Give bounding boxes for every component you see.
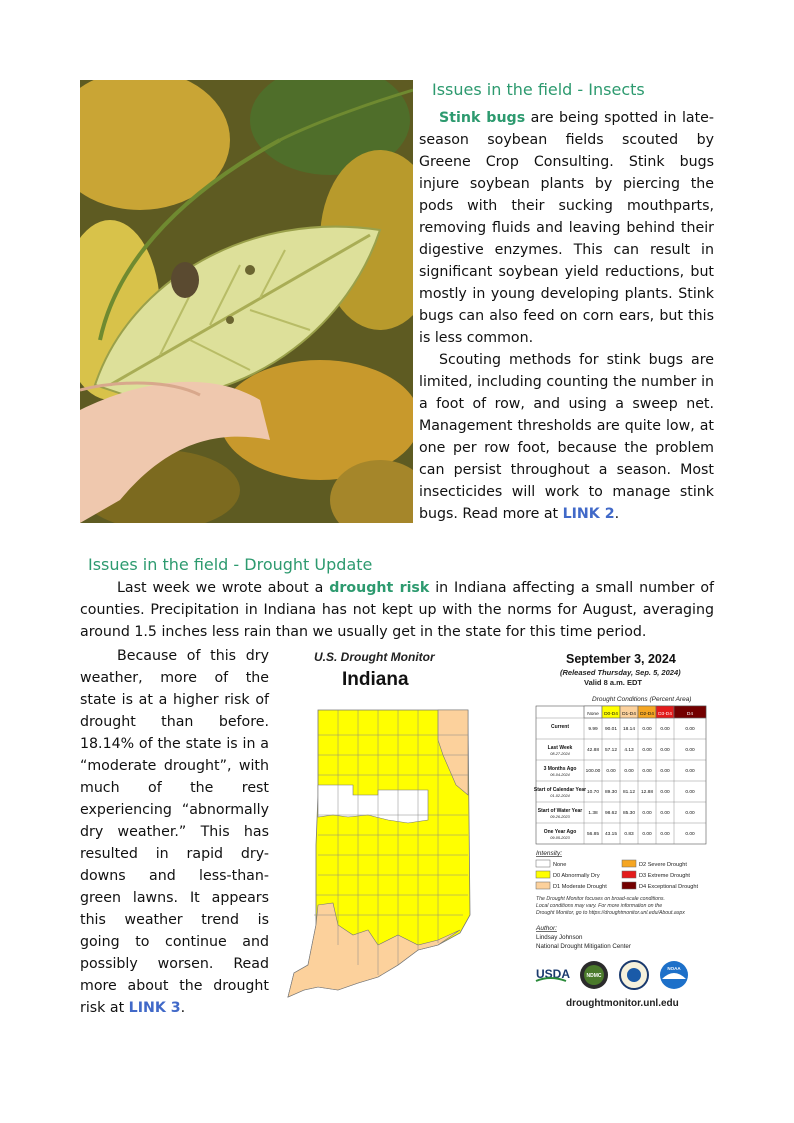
intensity-legend	[536, 860, 699, 890]
table-cell: 0.00	[660, 769, 670, 774]
drought-monitor-map	[278, 645, 718, 1013]
legend-label: D3 Extreme Drought	[639, 873, 690, 879]
author-name: Lindsay Johnson	[536, 934, 583, 941]
map-state: Indiana	[342, 669, 409, 690]
map-valid: Valid 8 a.m. EDT	[584, 678, 642, 687]
note-1: The Drought Monitor focuses on broad-scale conditions.	[536, 896, 665, 902]
svg-text:USDA: USDA	[536, 967, 571, 981]
author-org: National Drought Mitigation Center	[536, 943, 631, 950]
table-cell: 0.00	[685, 832, 695, 837]
table-row-date: 01-02-2024	[550, 794, 570, 798]
intensity-title: Intensity:	[536, 850, 563, 857]
table-cell: 0.00	[685, 727, 695, 732]
stink-bugs-highlight: Stink bugs	[439, 110, 526, 126]
note-2: Local conditions may vary. For more information on the	[536, 903, 663, 909]
table-cell: 0.00	[685, 811, 695, 816]
link-2[interactable]: LINK 2	[562, 506, 615, 522]
usda-logo	[536, 967, 570, 981]
table-row-date: 09-26-2023	[550, 815, 570, 819]
table-row-label: Current	[550, 724, 570, 730]
legend-swatch	[622, 860, 636, 867]
table-cell: 0.83	[624, 832, 634, 837]
website-text: droughtmonitor.unl.edu	[566, 998, 679, 1009]
stink-bug-photo	[80, 80, 413, 523]
note-3: Drought Monitor, go to https://droughtmonitor.unl.edu/About.aspx	[536, 910, 685, 916]
table-row-label: Start of Calendar Year	[533, 787, 587, 793]
table-col-header: None	[587, 712, 599, 717]
insects-paragraph-1-text: are being spotted in late-season soybean fields scouted by Greene Crop Consulting. Stink bugs injure soybean plants by piercing the pods with their sucking mouthparts, removing fluids and leaving behind their digestive enzymes. This can result in significant soybean yield reductions, but mostly in young developing plants. Stink bugs can also feed on corn ears, but this is less common.	[419, 110, 714, 346]
insects-paragraph-2	[419, 349, 714, 525]
legend-swatch	[536, 871, 550, 878]
drought-intro-paragraph	[80, 577, 714, 643]
table-cell: 81.12	[622, 790, 636, 795]
table-cell: 0.00	[642, 769, 652, 774]
table-col-header: D4	[686, 712, 694, 717]
legend-label: D4 Exceptional Drought	[639, 884, 699, 890]
table-cell: 43.15	[604, 832, 618, 837]
drought-intro-text-a: Last week we wrote about a	[117, 580, 330, 596]
table-cell: 98.62	[604, 811, 618, 816]
table-col-header: D1-D4	[622, 712, 636, 717]
table-cell: 0.00	[660, 748, 670, 753]
table-cell: 0.00	[642, 748, 652, 753]
table-cell: 1.38	[588, 811, 598, 816]
legend-swatch	[622, 882, 636, 889]
table-col-header: D2-D4	[640, 712, 654, 717]
noaa-logo	[660, 961, 688, 989]
legend-label: D1 Moderate Drought	[553, 884, 607, 890]
table-cell: 0.00	[660, 727, 670, 732]
table-row-label: Last Week	[547, 745, 573, 751]
table-cell: 0.00	[642, 832, 652, 837]
map-date: September 3, 2024	[566, 652, 676, 666]
insects-paragraph-2-end: .	[614, 506, 620, 522]
table-cell: 0.00	[642, 811, 652, 816]
indiana-map	[288, 710, 470, 997]
table-row-label: 3 Months Ago	[543, 766, 577, 772]
legend-label: D2 Severe Drought	[639, 862, 687, 868]
author-title: Author:	[536, 925, 557, 932]
drought-side-end: .	[180, 1000, 186, 1016]
table-cell: 0.00	[660, 832, 670, 837]
table-col-header: D3-D4	[658, 712, 672, 717]
legend-label: D0 Abnormally Dry	[553, 873, 600, 879]
table-cell: 0.00	[660, 790, 670, 795]
legend-swatch	[536, 882, 550, 889]
table-row-label: Start of Water Year	[537, 808, 583, 814]
soybean-leaf-illustration	[80, 80, 413, 523]
table-cell: 0.00	[642, 727, 652, 732]
svg-text:NDMC: NDMC	[586, 973, 602, 979]
drought-intro-text-b: in Indiana affecting a small number of counties. Precipitation in Indiana has not kept up with the norms for August, averaging around 1.5 inches less rain than we usually get in the state for this time period.	[80, 580, 715, 640]
svg-text:NOAA: NOAA	[667, 966, 681, 971]
table-cell: 9.99	[588, 727, 598, 732]
insects-paragraph-1	[419, 107, 714, 349]
table-cell: 4.13	[624, 748, 634, 753]
table-cell: 0.00	[660, 811, 670, 816]
drought-risk-highlight: drought risk	[329, 580, 430, 596]
table-cell: 57.12	[604, 748, 618, 753]
table-cell: 90.01	[604, 727, 618, 732]
table-cell: 0.00	[685, 790, 695, 795]
table-row-date: 06-04-2024	[550, 773, 570, 777]
insects-paragraph-2-text: Scouting methods for stink bugs are limited, including counting the number in a foot of row, and using a sweep net. Management thresholds are quite low, at one per row foot, because the problem can persist throughout a season. Most insecticides will work to manage stink bugs. Read more at	[419, 352, 714, 522]
map-released: (Released Thursday, Sep. 5, 2024)	[560, 668, 681, 677]
map-title: U.S. Drought Monitor	[314, 650, 435, 664]
table-cell: 89.30	[604, 790, 618, 795]
legend-swatch	[536, 860, 550, 867]
usdc-seal-logo	[620, 961, 648, 989]
table-row-date: 08-27-2024	[550, 752, 570, 756]
table-cell: 10.70	[586, 790, 600, 795]
drought-table	[534, 706, 706, 844]
drought-side-paragraph	[80, 645, 269, 1019]
table-cell: 0.00	[606, 769, 616, 774]
table-cell: 100.00	[585, 769, 601, 774]
link-3[interactable]: LINK 3	[128, 1000, 181, 1016]
table-cell: 85.30	[622, 811, 636, 816]
insects-article	[419, 107, 714, 525]
table-cell: 0.00	[685, 769, 695, 774]
ndmc-logo	[580, 961, 608, 989]
insects-heading: Issues in the field - Insects	[432, 80, 645, 99]
table-cell: 0.00	[624, 769, 634, 774]
table-cell: 18.14	[622, 727, 636, 732]
table-cell: 42.88	[586, 748, 600, 753]
legend-swatch	[622, 871, 636, 878]
drought-side-text: Because of this dry weather, more of the state is at a higher risk of drought than before. 18.14% of the state is in a “moderate drought”, with much of the rest experiencing “abnormally dry weather.” This has resulted in rapid dry-downs and less-than-green lawns. It appears this weather trend is going to continue and possibly worsen. Read more about the drought risk at	[80, 648, 269, 1016]
table-cell: 0.00	[685, 748, 695, 753]
table-row-date: 09-05-2023	[550, 836, 570, 840]
table-title: Drought Conditions (Percent Area)	[592, 696, 692, 703]
table-cell: 12.88	[640, 790, 654, 795]
legend-label: None	[553, 862, 567, 868]
table-col-header: D0-D4	[604, 712, 618, 717]
table-cell: 56.85	[586, 832, 600, 837]
table-row-label: One Year Ago	[543, 829, 577, 835]
drought-heading: Issues in the field - Drought Update	[88, 555, 373, 574]
